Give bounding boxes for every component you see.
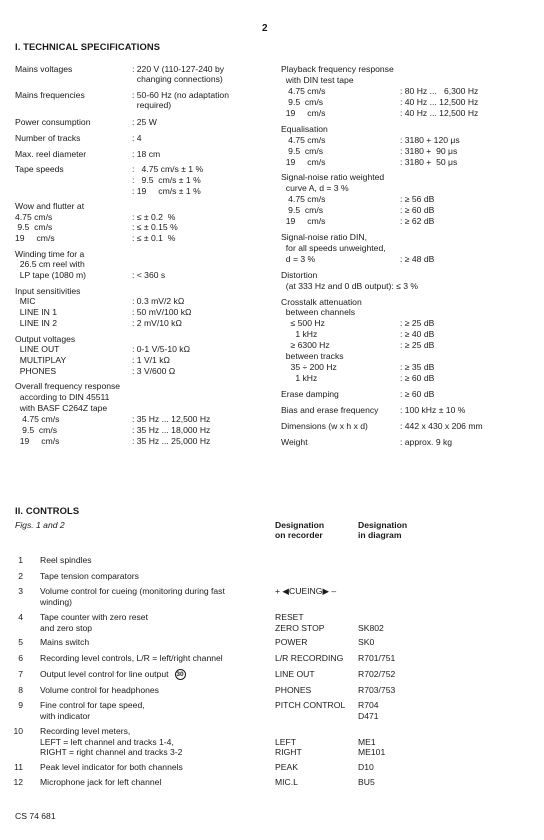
- spec-value: : approx. 9 kg: [400, 437, 453, 447]
- control-diagram-designation: ME1: [358, 736, 376, 747]
- spec-value: : 4: [132, 133, 142, 143]
- spec-value: : ≥ 35 dB: [400, 362, 435, 372]
- spec-value: : ≤ ± 0.1 %: [132, 233, 176, 243]
- spec-label: according to DIN 45511: [15, 392, 110, 402]
- spec-label: 9.5 cm/s: [281, 205, 324, 215]
- spec-label: Playback frequency response: [281, 64, 394, 74]
- control-diagram-designation: R703/753: [358, 685, 396, 695]
- spec-label: 4.75 cm/s: [281, 194, 326, 204]
- spec-value: : ≥ 25 dB: [400, 340, 435, 350]
- spec-label: (at 333 Hz and 0 dB output): ≤ 3 %: [281, 281, 419, 291]
- control-description: winding): [40, 596, 73, 607]
- spec-label: Distortion: [281, 270, 318, 280]
- control-recorder-designation: PITCH CONTROL: [275, 700, 346, 710]
- spec-label: 1 kHz: [281, 329, 318, 339]
- spec-label: for all speeds unweighted,: [281, 243, 386, 253]
- control-description: Tape counter with zero reset: [40, 612, 148, 622]
- spec-label: Winding time for a: [15, 249, 85, 259]
- spec-value: : 9.5 cm/s ± 1 %: [132, 175, 201, 185]
- control-recorder-designation: L/R RECORDING: [275, 653, 344, 663]
- spec-label: LINE IN 1: [15, 307, 58, 317]
- spec-value: : 0.3 mV/2 kΩ: [132, 296, 185, 306]
- spec-value: : ≥ 62 dB: [400, 216, 435, 226]
- control-number: 11: [14, 762, 23, 772]
- control-number: 10: [13, 726, 23, 736]
- spec-label: Input sensitivities: [15, 286, 81, 296]
- spec-label: Mains voltages: [15, 64, 73, 74]
- spec-label: with BASF C264Z tape: [15, 403, 108, 413]
- spec-label: LP tape (1080 m): [15, 270, 87, 280]
- spec-label: between tracks: [281, 351, 344, 361]
- spec-label: curve A, d = 3 %: [281, 183, 349, 193]
- spec-label: 1 kHz: [281, 373, 318, 383]
- spec-label: with DIN test tape: [281, 75, 354, 85]
- control-description: RIGHT = right channel and tracks 3-2: [40, 747, 183, 758]
- spec-value: : 3180 + 120 μs: [400, 135, 460, 145]
- spec-label: Wow and flutter at: [15, 201, 85, 211]
- spec-label: Tape speeds: [15, 164, 64, 174]
- spec-value: : 0-1 V/5-10 kΩ: [132, 344, 191, 354]
- spec-label: Weight: [281, 437, 308, 447]
- spec-value: : 80 Hz ... 6,300 Hz: [400, 86, 479, 96]
- control-description: Volume control for headphones: [40, 685, 159, 695]
- control-diagram-designation: R702/752: [358, 669, 396, 679]
- spec-value: : < 360 s: [132, 270, 166, 280]
- control-recorder-designation: POWER: [275, 637, 308, 647]
- spec-label: MIC: [15, 296, 36, 306]
- spec-label: 19 cm/s: [281, 216, 326, 226]
- control-diagram-designation: ME101: [358, 747, 386, 758]
- spec-value: required): [132, 100, 172, 110]
- spec-value: : 2 mV/10 kΩ: [132, 318, 182, 328]
- spec-value: : 3 V/600 Ω: [132, 366, 176, 376]
- spec-value: : 4.75 cm/s ± 1 %: [132, 164, 204, 174]
- spec-label: between channels: [281, 307, 356, 317]
- control-recorder-designation: LINE OUT: [275, 669, 315, 679]
- document-code: CS 74 681: [15, 811, 56, 821]
- spec-label: LINE OUT: [15, 344, 60, 354]
- spec-value: : 40 Hz ... 12,500 Hz: [400, 108, 479, 118]
- control-diagram-designation: R704: [358, 700, 379, 710]
- control-description: Volume control for cueing (monitoring during fast: [40, 586, 225, 596]
- spec-label: Bias and erase frequency: [281, 405, 379, 415]
- control-number: 4: [18, 612, 23, 622]
- spec-value: : ≥ 25 dB: [400, 318, 435, 328]
- control-diagram-designation: SK0: [358, 637, 375, 647]
- spec-value: : 100 kHz ± 10 %: [400, 405, 466, 415]
- spec-value: : 1 V/1 kΩ: [132, 355, 170, 365]
- control-diagram-designation: BU5: [358, 777, 375, 787]
- spec-value: : 442 x 430 x 206 mm: [400, 421, 483, 431]
- control-description: Recording level controls, L/R = left/right channel: [40, 653, 223, 663]
- control-description: Output level control for line output 30: [40, 669, 184, 679]
- spec-label: Signal-noise ratio weighted: [281, 172, 385, 182]
- spec-label: d = 3 %: [281, 254, 316, 264]
- spec-value: : ≥ 48 dB: [400, 254, 435, 264]
- control-number: 2: [18, 571, 23, 581]
- control-description: LEFT = left channel and tracks 1-4,: [40, 736, 174, 747]
- spec-label: ≥ 6300 Hz: [281, 340, 330, 350]
- control-recorder-designation: RIGHT: [275, 747, 302, 758]
- control-description: Tape tension comparators: [40, 571, 139, 581]
- spec-label: 26.5 cm reel with: [15, 259, 85, 269]
- spec-value: : 3180 + 50 μs: [400, 157, 458, 167]
- spec-label: Max. reel diameter: [15, 149, 87, 159]
- control-number: 8: [18, 685, 23, 695]
- control-description: Recording level meters,: [40, 726, 131, 736]
- spec-value: : ≥ 60 dB: [400, 205, 435, 215]
- spec-label: 4.75 cm/s: [15, 414, 60, 424]
- page-number: 2: [262, 23, 268, 34]
- control-number: 3: [18, 586, 23, 596]
- figures-reference: Figs. 1 and 2: [15, 520, 65, 530]
- spec-value: : 35 Hz ... 12,500 Hz: [132, 414, 211, 424]
- control-number: 7: [18, 669, 23, 679]
- spec-label: 19 cm/s: [281, 108, 326, 118]
- spec-label: Signal-noise ratio DIN,: [281, 232, 367, 242]
- column-header-diagram-line1: Designation: [358, 520, 408, 530]
- control-description: and zero stop: [40, 622, 93, 633]
- spec-value: : 220 V (110-127-240 by: [132, 64, 225, 74]
- spec-label: 9.5 cm/s: [281, 97, 324, 107]
- spec-label: LINE IN 2: [15, 318, 58, 328]
- spec-label: PHONES: [15, 366, 57, 376]
- spec-label: Overall frequency response: [15, 381, 121, 391]
- control-recorder-designation: + ◀CUEING▶ –: [275, 586, 337, 596]
- spec-value: : 35 Hz ... 18,000 Hz: [132, 425, 211, 435]
- spec-value: : 3180 + 90 μs: [400, 146, 458, 156]
- spec-label: ≤ 500 Hz: [281, 318, 325, 328]
- column-header-diagram-line2: in diagram: [358, 530, 402, 540]
- spec-value: : 18 cm: [132, 149, 161, 159]
- spec-value: : 25 W: [132, 117, 157, 127]
- section-title-controls: II. CONTROLS: [15, 505, 80, 516]
- section-title-technical-specifications: I. TECHNICAL SPECIFICATIONS: [15, 41, 161, 52]
- spec-label: MULTIPLAY: [15, 355, 67, 365]
- control-diagram-designation: D471: [358, 710, 379, 721]
- spec-label: 19 cm/s: [15, 233, 55, 243]
- spec-value: : ≥ 60 dB: [400, 373, 435, 383]
- control-description: Mains switch: [40, 637, 90, 647]
- spec-label: Output voltages: [15, 334, 76, 344]
- control-recorder-designation: RESET: [275, 612, 304, 622]
- spec-label: 9.5 cm/s: [15, 425, 58, 435]
- control-number: 9: [18, 700, 23, 710]
- control-recorder-designation: PHONES: [275, 685, 312, 695]
- spec-value: : ≥ 40 dB: [400, 329, 435, 339]
- circled-reference-number: 30: [176, 671, 184, 679]
- spec-value: : 19 cm/s ± 1 %: [132, 186, 201, 196]
- control-number: 6: [18, 653, 23, 663]
- spec-label: Number of tracks: [15, 133, 81, 143]
- spec-label: Crosstalk attenuation: [281, 297, 362, 307]
- control-diagram-designation: D10: [358, 762, 374, 772]
- control-description: Peak level indicator for both channels: [40, 762, 183, 772]
- control-recorder-designation: MIC.L: [275, 777, 298, 787]
- control-number: 5: [18, 637, 23, 647]
- spec-value: : ≥ 60 dB: [400, 389, 435, 399]
- spec-label: 35 ÷ 200 Hz: [281, 362, 337, 372]
- control-recorder-designation: LEFT: [275, 736, 297, 747]
- spec-label: Power consumption: [15, 117, 91, 127]
- control-description: with indicator: [40, 710, 91, 721]
- spec-label: Erase damping: [281, 389, 339, 399]
- control-description: Reel spindles: [40, 555, 92, 565]
- column-header-recorder: [275, 520, 324, 540]
- column-header-diagram: [358, 520, 407, 540]
- control-recorder-designation: PEAK: [275, 762, 298, 772]
- spec-value: : ≤ ± 0.2 %: [132, 212, 176, 222]
- control-number: 12: [13, 777, 23, 787]
- spec-label: 4.75 cm/s: [281, 135, 326, 145]
- spec-label: 4.75 cm/s: [281, 86, 326, 96]
- control-description: Microphone jack for left channel: [40, 777, 162, 787]
- spec-label: Mains frequencies: [15, 90, 85, 100]
- control-diagram-designation: SK802: [358, 622, 384, 633]
- column-header-recorder-line2: on recorder: [275, 530, 323, 540]
- spec-value: changing connections): [132, 74, 223, 84]
- spec-label: 9.5 cm/s: [15, 222, 53, 232]
- spec-value: : 50-60 Hz (no adaptation: [132, 90, 229, 100]
- control-description: Fine control for tape speed,: [40, 700, 145, 710]
- spec-label: 19 cm/s: [15, 436, 60, 446]
- spec-value: : ≤ ± 0.15 %: [132, 222, 178, 232]
- spec-label: 9.5 cm/s: [281, 146, 324, 156]
- spec-label: 4.75 cm/s: [15, 212, 53, 222]
- spec-value: : 35 Hz ... 25,000 Hz: [132, 436, 211, 446]
- spec-label: Equalisation: [281, 124, 328, 134]
- spec-label: Dimensions (w x h x d): [281, 421, 368, 431]
- control-diagram-designation: R701/751: [358, 653, 396, 663]
- column-header-recorder-line1: Designation: [275, 520, 325, 530]
- control-number: 1: [18, 555, 23, 565]
- spec-label: 19 cm/s: [281, 157, 326, 167]
- control-recorder-designation: ZERO STOP: [275, 622, 325, 633]
- spec-value: : 50 mV/100 kΩ: [132, 307, 192, 317]
- spec-value: : 40 Hz ... 12,500 Hz: [400, 97, 479, 107]
- spec-value: : ≥ 56 dB: [400, 194, 435, 204]
